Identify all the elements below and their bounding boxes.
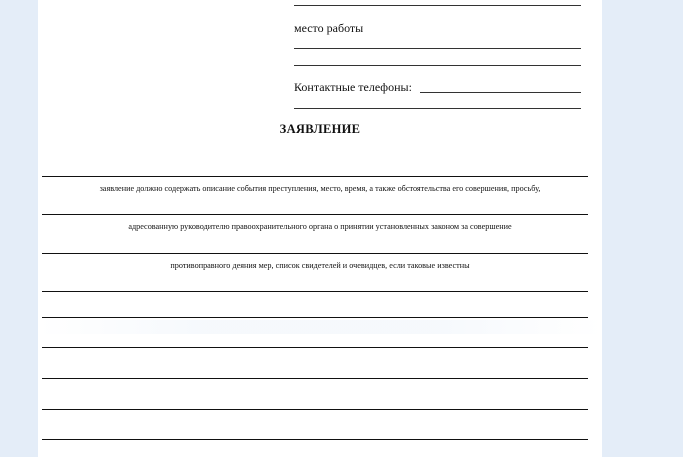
scan-artifact — [38, 320, 602, 334]
phones-line-2[interactable] — [294, 108, 581, 109]
statement-line-4[interactable] — [42, 291, 588, 292]
statement-line-5[interactable] — [42, 317, 588, 318]
phones-line-1[interactable] — [420, 92, 581, 93]
statement-hint-3: противоправного деяния мер, список свидетелей и очевидцев, если таковые известны — [170, 261, 470, 270]
workplace-label: место работы — [294, 21, 364, 35]
statement-line-8[interactable] — [42, 409, 588, 410]
statement-line-6[interactable] — [42, 347, 588, 348]
statement-line-9[interactable] — [42, 439, 588, 440]
statement-line-1[interactable] — [42, 176, 588, 177]
statement-hint-1: заявление должно содержать описание события преступления, место, время, а также обстоятельства его совершения, просьбу, — [99, 184, 541, 193]
workplace-line-1[interactable] — [294, 48, 581, 49]
statement-line-2[interactable] — [42, 214, 588, 215]
statement-hint-2: адресованную руководителю правоохранительного органа о принятии установленных законом за совершение — [128, 222, 512, 231]
header-line-top — [294, 5, 581, 6]
phones-label: Контактные телефоны: — [294, 80, 412, 94]
workplace-line-2[interactable] — [294, 65, 581, 66]
document-page — [38, 0, 602, 457]
statement-line-3[interactable] — [42, 253, 588, 254]
statement-line-7[interactable] — [42, 378, 588, 379]
document-title: ЗАЯВЛЕНИЕ — [279, 122, 361, 136]
